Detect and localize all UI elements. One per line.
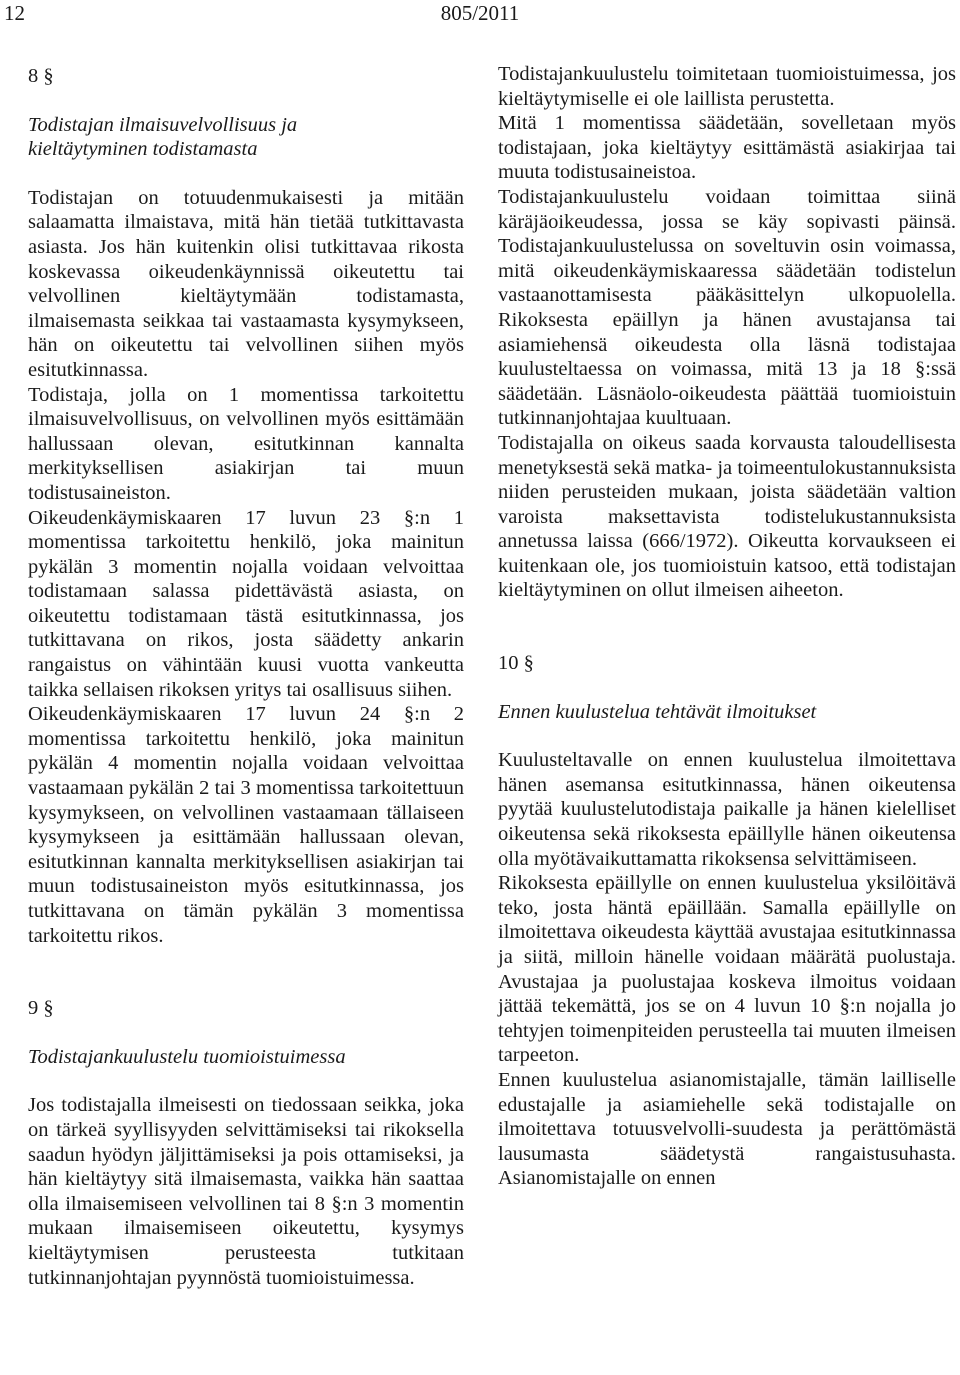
section-9-paragraph-5: Todistajalla on oikeus saada korvausta taloudellisesta menetyksestä sekä matka- ja toimeentulokustannuksista niiden perusteiden mukaan, joista säädetään valtion varoista maksettavista todistelukustannuksista annetussa laissa (666/1972). Oikeutta korvaukseen ei kuitenkaan ole, jos tuomioistuin katsoo, että todistajan kieltäytyminen on ollut ilmeisen aiheeton. <box>498 431 956 602</box>
section-10-paragraph-3: Ennen kuulustelua asianomistajalle, tämän lailliselle edustajalle ja asiamiehelle sekä todistajalle on ilmoitettava totuusvelvolli-suudesta ja perättömästä lausumasta säädetystä rangaistusuhasta. Asianomistajalle on ennen <box>498 1068 956 1190</box>
section-8-paragraph-4: Oikeudenkäymiskaaren 17 luvun 24 §:n 2 momentissa tarkoitettu henkilö, joka mainitun pykälän 4 momentin nojalla voidaan velvoittaa vastaamaan pykälän 2 tai 3 momentissa tarkoitettuun kysymykseen, on velvollinen vastaamaan tällaiseen kysymykseen ja esittämään hallussaan olevan, esitutkinnan kannalta merkityksellisen asiakirjan tai muun todistusaineiston myös esitutkinnassa, jos tutkittavana on tämän pykälän 3 momentissa tarkoitettu rikos. <box>28 703 464 947</box>
section-9-paragraph-4: Todistajankuulustelu voidaan toimittaa siinä käräjäoikeudessa, jossa se käy sopivasti päinsä. Todistajankuulustelussa on soveltuvin osin voimassa, mitä oikeudenkäymiskaaressa säädetään todistelun vastaanottamisesta pääkäsittelyn ulkopuolella. Rikoksesta epäillyn ja hänen avustajansa tai asiamiehensä oikeudesta olla läsnä todistajaa kuulusteltaessa on voimassa, mitä 13 ja 18 §:ssä säädetään. Läsnäolo-oikeudesta päättää tuomioistuin tutkinnanjohtajaa kuultuaan. <box>498 185 956 430</box>
section-9-paragraph-2: Todistajankuulustelu toimitetaan tuomioistuimessa, jos kieltäytymiselle ei ole laillista perustetta. <box>498 63 956 110</box>
section-8-title-line-1: Todistajan ilmaisuvelvollisuus ja <box>28 113 298 136</box>
left-column <box>28 62 464 1290</box>
section-8-paragraph-3: Oikeudenkäymiskaaren 17 luvun 23 §:n 1 momentissa tarkoitettu henkilö, joka mainitun pykälän 3 momentin nojalla voidaan velvoittaa todistamaan salassa pidettävästä asiasta, on oikeutettu todistamaan tästä esitutkinnassa, jos tutkittavana on rikos, josta säädetty ankarin rangaistus on vähintään kuusi vuotta vankeutta taikka sellaisen rikoksen yritys tai osallisuus siihen. <box>28 506 464 701</box>
page-header <box>0 0 960 30</box>
section-9-number: 9 § <box>28 997 54 1020</box>
section-10-number: 10 § <box>498 652 534 675</box>
section-8-paragraph-1: Todistajan on totuudenmukaisesti ja mitään salaamatta ilmaistava, mitä hän tietää tutkittavasta asiasta. Jos hän kuitenkin olisi tutkittavaa rikosta koskevassa oikeudenkäynnissä oikeutettu tai velvollinen kieltäytymään todistamasta, ilmaisemasta seikkaa tai vastaamasta kysymykseen, hän on oikeutettu tai velvollinen siihen myös esitutkinnassa. <box>28 186 464 381</box>
section-9-title: Todistajankuulustelu tuomioistuimessa <box>28 1045 346 1068</box>
document-number: 805/2011 <box>440 1 520 25</box>
section-10-paragraph-2: Rikoksesta epäillylle on ennen kuulustelua yksilöitävä teko, josta häntä epäillään. Samalla epäillylle on ilmoitettava oikeudesta käyttää avustajaa esitutkinnassa ja siitä, milloin hänelle voidaan määrätä puolustaja. Avustajaa ja puolustajaa koskeva ilmoitus voidaan jättää tekemättä, jos se on 4 luvun 10 §:n nojalla jo tehtyjen toimenpiteiden perusteella tai muuten ilmeisen tarpeeton. <box>498 872 956 1067</box>
section-10-paragraph-1: Kuulusteltavalle on ennen kuulustelua ilmoitettava hänen asemansa esitutkinnassa, hänen oikeutensa pyytää kuulustelutodistaja paikalle ja hänen kielelliset oikeutensa sekä rikoksesta epäillylle hänen oikeutensa olla myötävaikuttamatta rikoksensa selvittämiseen. <box>498 749 956 870</box>
right-column <box>498 62 956 1191</box>
section-9-paragraph-1: Jos todistajalla ilmeisesti on tiedossaan seikka, joka on tärkeä syyllisyyden selvittämiseksi tai rikoksella saadun hyödyn jäljittämiseksi ja pois ottamiseksi, ja hän kieltäytyy sitä ilmaisemasta, vaikka hän saattaa olla ilmaisemiseen velvollinen tai 8 §:n 3 momentin mukaan ilmaisemiseen oikeutettu, kysymys kieltäytymisen perusteesta tutkitaan tutkinnanjohtajan pyynnöstä tuomioistuimessa. <box>28 1094 464 1289</box>
section-10-title: Ennen kuulustelua tehtävät ilmoitukset <box>498 700 817 723</box>
section-8-paragraph-2: Todistaja, jolla on 1 momentissa tarkoitettu ilmaisuvelvollisuus, on velvollinen myös esittämään hallussaan olevan, esitutkinnan kannalta merkityksellisen asiakirjan tai muun todistusaineiston. <box>28 383 464 504</box>
section-8-title-line-2: kieltäytyminen todistamasta <box>28 138 258 161</box>
section-9-paragraph-3: Mitä 1 momentissa säädetään, sovelletaan myös todistajaan, joka kieltäytyy esittämästä asiakirjaa tai muuta todistusaineistoa. <box>498 112 956 184</box>
section-8-number: 8 § <box>28 65 54 87</box>
page-number: 12 <box>4 1 25 25</box>
